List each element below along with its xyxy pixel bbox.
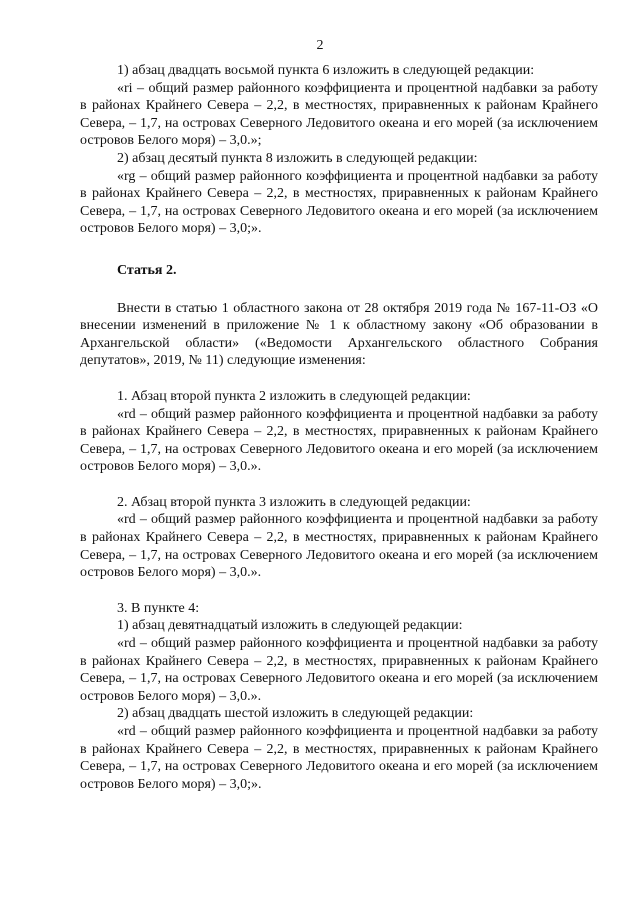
paragraph-quote-rd-2: «rd – общий размер районного коэффициента и процентной надбавки за работу в районах Крайнего Севера – 2,2, в местностях, приравненных к районам Крайнего Севера, – 1,7, на островах Северного Ледовитого океана и его морей (за исключением островов Белого моря) – 3,0.». xyxy=(80,512,598,581)
paragraph-quote-ri: «ri – общий размер районного коэффициента и процентной надбавки за работу в районах Крайнего Севера – 2,2, в местностях, приравненных к районам Крайнего Севера, – 1,7, на островах Северного Ледовитого океана и его морей (за исключением островов Белого моря) – 3,0.»; xyxy=(80,80,598,149)
paragraph-quote-rd-1: «rd – общий размер районного коэффициента и процентной надбавки за работу в районах Крайнего Севера – 2,2, в местностях, приравненных к районам Крайнего Севера, – 1,7, на островах Северного Ледовитого океана и его морей (за исключением островов Белого моря) – 3,0.». xyxy=(80,406,598,475)
paragraph-item-1: 1. Абзац второй пункта 2 изложить в следующей редакции: xyxy=(117,388,471,404)
document-body xyxy=(80,62,598,793)
paragraph-intro: Внести в статью 1 областного закона от 28 октября 2019 года № 167-11-ОЗ «О внесении изменений в приложение № 1 к областному закону «Об образовании в Архангельской области» («Ведомости Архангельского областного Собрания депутатов», 2019, № 11) следующие изменения: xyxy=(80,300,598,369)
page-number: 2 xyxy=(316,38,324,53)
paragraph-sub-2: 2) абзац двадцать шестой изложить в следующей редакции: xyxy=(117,706,474,722)
paragraph-quote-rd-3: «rd – общий размер районного коэффициента и процентной надбавки за работу в районах Крайнего Севера – 2,2, в местностях, приравненных к районам Крайнего Севера, – 1,7, на островах Северного Ледовитого океана и его морей (за исключением островов Белого моря) – 3,0.». xyxy=(80,636,598,704)
article-heading: Статья 2. xyxy=(117,262,177,278)
paragraph-item-2: 2. Абзац второй пункта 3 изложить в следующей редакции: xyxy=(117,494,471,510)
paragraph-sub-1: 1) абзац девятнадцатый изложить в следующей редакции: xyxy=(117,618,463,634)
paragraph-amend-2: 2) абзац десятый пункта 8 изложить в следующей редакции: xyxy=(117,150,478,166)
paragraph-quote-rd-4: «rd – общий размер районного коэффициента и процентной надбавки за работу в районах Крайнего Севера – 2,2, в местностях, приравненных к районам Крайнего Севера, – 1,7, на островах Северного Ледовитого океана и его морей (за исключением островов Белого моря) – 3,0;». xyxy=(80,724,598,792)
paragraph-amend-1: 1) абзац двадцать восьмой пункта 6 изложить в следующей редакции: xyxy=(117,63,535,78)
paragraph-quote-rg: «rg – общий размер районного коэффициента и процентной надбавки за работу в районах Крайнего Севера – 2,2, в местностях, приравненных к районам Крайнего Севера, – 1,7, на островах Северного Ледовитого океана и его морей (за исключением островов Белого моря) – 3,0;». xyxy=(80,168,598,237)
paragraph-item-3: 3. В пункте 4: xyxy=(117,600,200,616)
